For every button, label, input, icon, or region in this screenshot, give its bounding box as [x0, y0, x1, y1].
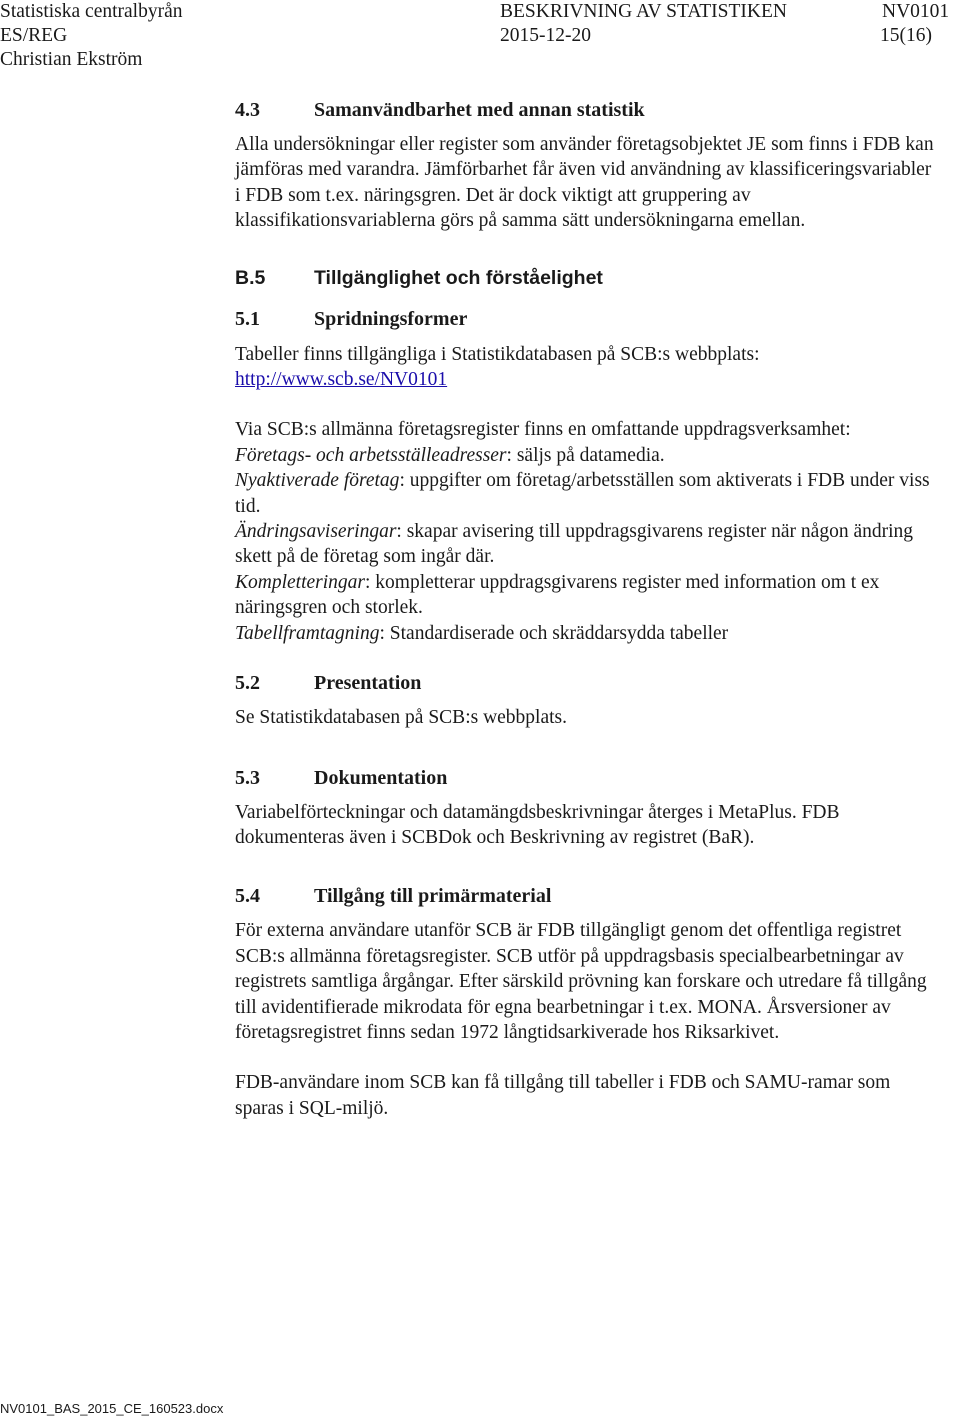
paragraph-5-1-services: Via SCB:s allmänna företagsregister finns en omfattande uppdragsverksamhet: — [235, 419, 851, 441]
heading-4-3 — [235, 97, 935, 123]
service-item-new-companies — [235, 468, 935, 519]
service-term: Företags- och arbetsställeadresser — [235, 444, 507, 466]
service-term: Tabellframtagning — [235, 622, 380, 644]
service-desc: : Standardiserade och skräddarsydda tabeller — [379, 622, 729, 644]
heading-title: Tillgänglighet och förståelighet — [314, 266, 603, 289]
service-term: Ändringsaviseringar — [235, 521, 397, 543]
heading-number: 5.4 — [235, 885, 260, 908]
heading-5-1 — [235, 306, 935, 332]
heading-5-3 — [235, 765, 935, 791]
heading-title: Samanvändbarhet med annan statistik — [314, 99, 645, 121]
header-organization: Statistiska centralbyrån — [0, 1, 183, 22]
heading-number: 5.3 — [235, 766, 260, 789]
service-desc: : skapar avisering till uppdragsgivarens register när någon ändring skett på de företag som ingår där. — [235, 521, 914, 568]
paragraph-5-1-tables — [235, 342, 935, 393]
heading-number: 5.2 — [235, 672, 260, 695]
paragraph-5-2: Se Statistikdatabasen på SCB:s webbplats. — [235, 707, 568, 729]
service-item-addresses — [235, 443, 935, 468]
service-item-tabulation — [235, 621, 935, 646]
document-body — [235, 97, 935, 1121]
header-date: 2015-12-20 — [500, 25, 591, 46]
heading-5-4 — [235, 883, 935, 909]
statistics-database-link[interactable]: http://www.scb.se/NV0101 — [235, 369, 448, 391]
heading-number: 5.1 — [235, 307, 260, 330]
paragraph-4-3: Alla undersökningar eller register som använder företagsobjektet JE som finns i FDB kan jämföras med varandra. Jämförbarhet får även vid användning av klassificeringsvariabler i FDB som t.ex. näringsgren. Det är dock viktigt att gruppering av klassifikationsvariablerna görs på samma sätt undersökningarna emellan. — [235, 134, 934, 232]
heading-title: Presentation — [314, 672, 422, 695]
paragraph-5-4-access: För externa användare utanför SCB är FDB tillgängligt genom det offentliga registret SCB:s allmänna företagsregister. SCB utför på uppdragsbasis specialbearbetningar av registrets samtliga årgångar. Efter särskild prövning kan forskare och utredare få tillgång till avidentifierade mikrodata för egna bearbetningar i t.ex. MONA. Årsversioner av företagsregistret finns sedan 1972 långtidsarkiverade hos Riksarkivet. — [235, 920, 927, 1043]
footer-filename: NV0101_BAS_2015_CE_160523.docx — [0, 1401, 224, 1416]
heading-title: Spridningsformer — [314, 307, 468, 330]
heading-b5 — [235, 265, 935, 291]
tables-text: Tabeller finns tillgängliga i Statistikdatabasen på SCB:s webbplats: — [235, 343, 760, 365]
heading-number: B.5 — [235, 266, 266, 289]
header-doc-code: NV0101 — [882, 1, 950, 22]
heading-title: Tillgång till primärmaterial — [314, 885, 552, 908]
paragraph-5-4-internal: FDB-användare inom SCB kan få tillgång till tabeller i FDB och SAMU-ramar som sparas i SQL-miljö. — [235, 1072, 891, 1119]
service-item-change-notices — [235, 519, 935, 570]
heading-number: 4.3 — [235, 99, 260, 121]
header-page-number: 15(16) — [880, 25, 932, 46]
header-unit: ES/REG — [0, 25, 68, 46]
heading-title: Dokumentation — [314, 766, 448, 789]
service-term: Kompletteringar — [235, 571, 365, 593]
service-item-supplements — [235, 570, 935, 621]
service-desc: : uppgifter om företag/arbetsställen som aktiverats i FDB under viss tid. — [235, 470, 930, 517]
header-author: Christian Ekström — [0, 49, 143, 70]
service-desc: : kompletterar uppdragsgivarens register med information om t ex näringsgren och storlek. — [235, 571, 880, 619]
service-desc: : säljs på datamedia. — [506, 444, 665, 466]
paragraph-5-3: Variabelförteckningar och datamängdsbeskrivningar återges i MetaPlus. FDB dokumenteras även i SCBDok och Beskrivning av registret (BaR). — [235, 801, 840, 848]
heading-5-2 — [235, 670, 935, 696]
header-doc-type: BESKRIVNING AV STATISTIKEN — [500, 1, 787, 22]
service-term: Nyaktiverade företag — [235, 470, 400, 492]
